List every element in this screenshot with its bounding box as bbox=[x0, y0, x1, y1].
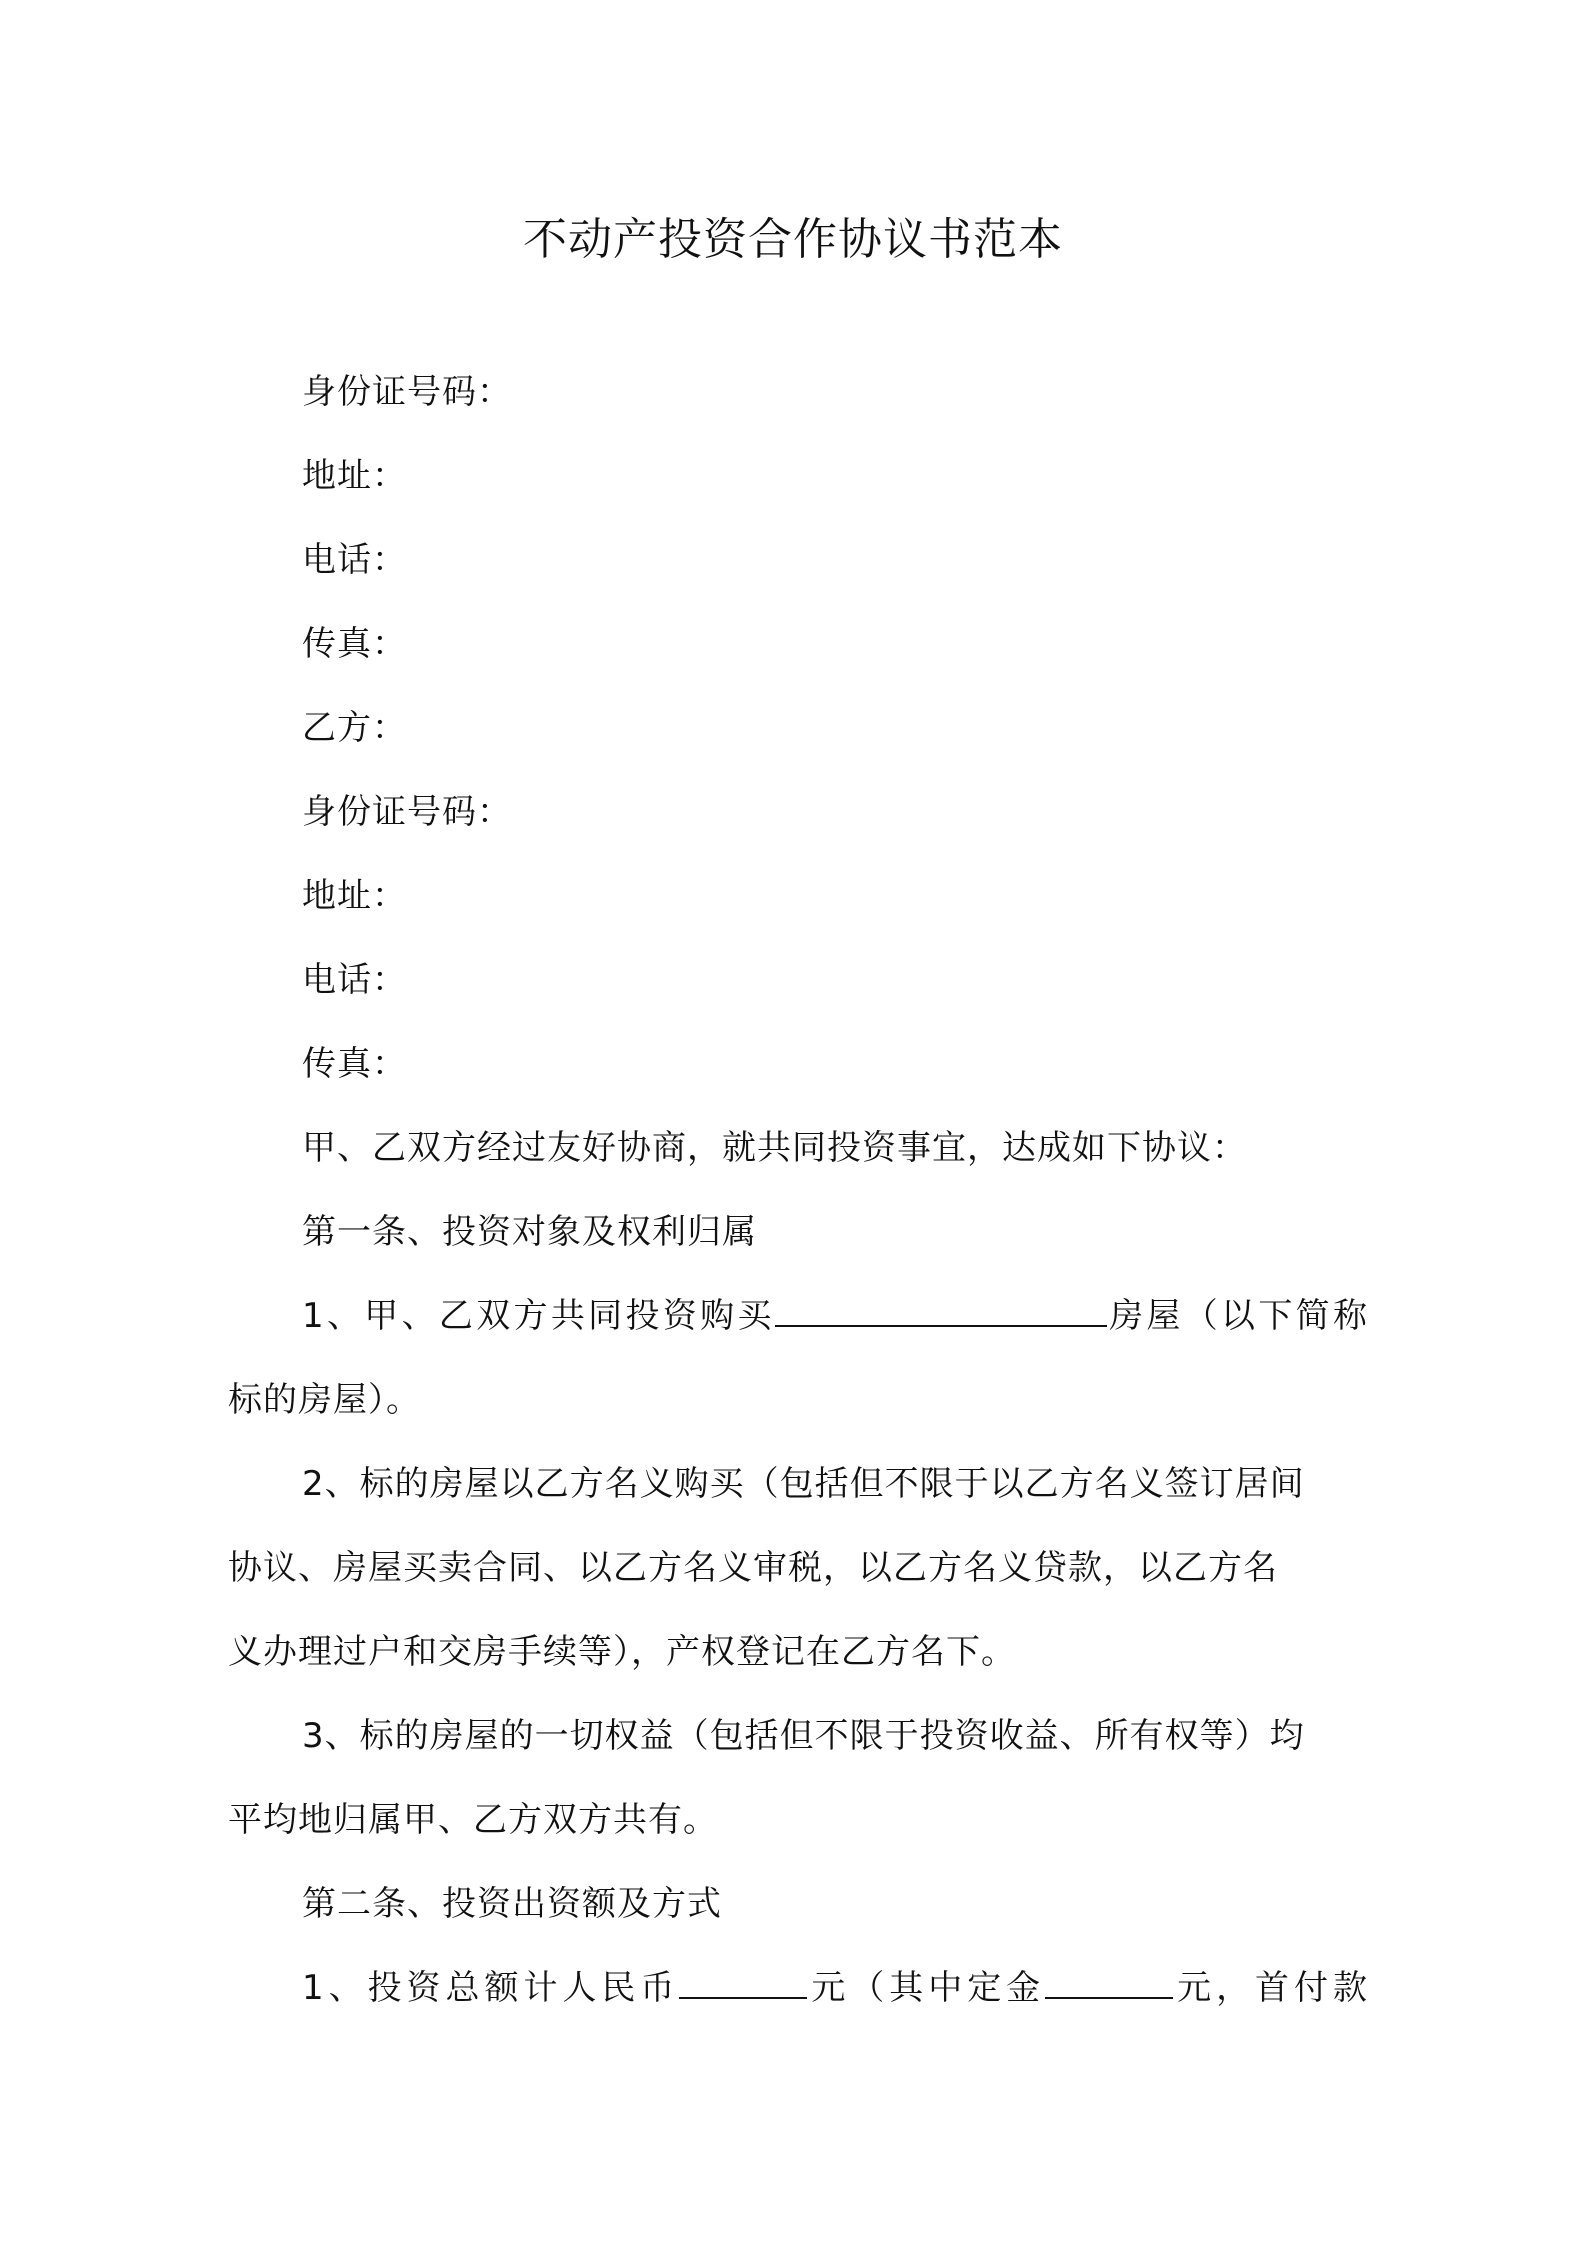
article-1-heading: 第一条、投资对象及权利归属 bbox=[302, 1212, 757, 1252]
party-a-id-label: 身份证号码： bbox=[302, 372, 512, 412]
party-a-fax-label: 传真： bbox=[302, 624, 407, 664]
article-1-clause-2-line-2: 协议、房屋买卖合同、以乙方名义审税，以乙方名义贷款，以乙方名 bbox=[228, 1548, 1278, 1588]
article-2-clause-1-text-a: 1、投资总额计人民币 bbox=[302, 1968, 680, 2008]
article-2-clause-1-text-c: 元，首付款 bbox=[1173, 1968, 1368, 2008]
party-a-address-label: 地址： bbox=[302, 456, 407, 496]
article-1-clause-1-text-a: 1、甲、乙双方共同投资购买 bbox=[302, 1296, 775, 1336]
deposit-amount-blank bbox=[1045, 1967, 1173, 1999]
article-1-clause-1-line-1 bbox=[302, 1292, 1368, 1340]
document-title: 不动产投资合作协议书范本 bbox=[523, 214, 1063, 265]
article-1-clause-2-line-1: 2、标的房屋以乙方名义购买（包括但不限于以乙方名义签订居间 bbox=[302, 1464, 1305, 1504]
party-b-id-label: 身份证号码： bbox=[302, 792, 512, 832]
article-1-clause-2-line-3: 义办理过户和交房手续等），产权登记在乙方名下。 bbox=[228, 1632, 1016, 1672]
party-b-address-label: 地址： bbox=[302, 876, 407, 916]
article-2-clause-1-text-b: 元（其中定金 bbox=[807, 1968, 1046, 2008]
article-1-clause-3-line-1: 3、标的房屋的一切权益（包括但不限于投资收益、所有权等）均 bbox=[302, 1716, 1305, 1756]
article-1-clause-1-text-b: 房屋（以下简称 bbox=[1106, 1296, 1368, 1336]
party-a-phone-label: 电话： bbox=[302, 540, 407, 580]
article-1-clause-3-line-2: 平均地归属甲、乙方双方共有。 bbox=[228, 1800, 718, 1840]
total-amount-blank bbox=[679, 1967, 807, 1999]
party-b-fax-label: 传真： bbox=[302, 1044, 407, 1084]
party-b-phone-label: 电话： bbox=[302, 960, 407, 1000]
article-2-clause-1-line-1 bbox=[302, 1964, 1368, 2012]
party-b-label: 乙方： bbox=[302, 708, 407, 748]
property-blank bbox=[775, 1295, 1107, 1327]
article-1-clause-1-line-2: 标的房屋）。 bbox=[228, 1380, 421, 1420]
intro-paragraph: 甲、乙双方经过友好协商，就共同投资事宜，达成如下协议： bbox=[302, 1128, 1247, 1168]
article-2-heading: 第二条、投资出资额及方式 bbox=[302, 1884, 722, 1924]
